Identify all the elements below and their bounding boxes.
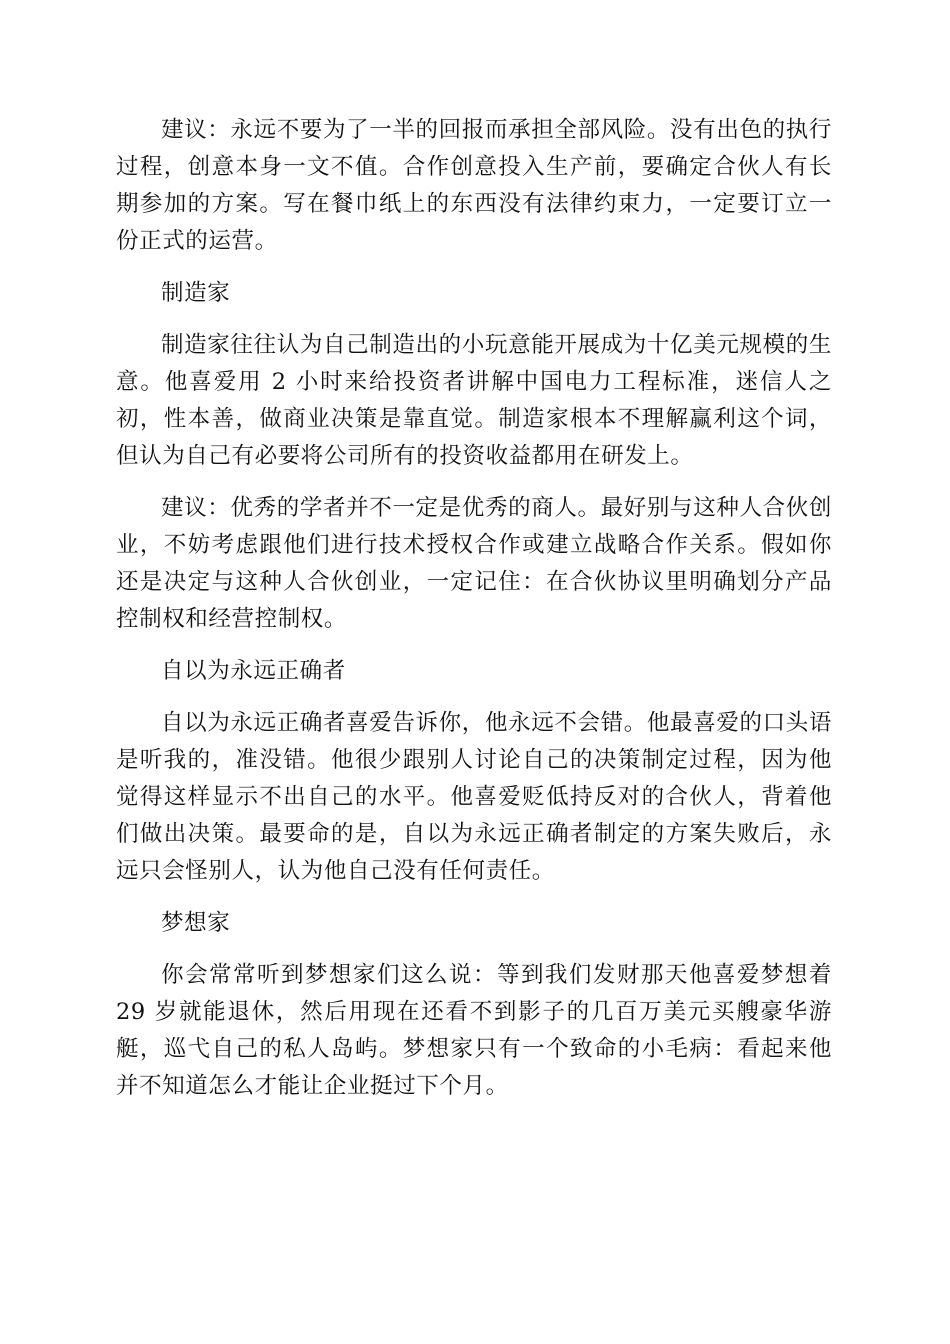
paragraph-maker-description: 制造家往往认为自己制造出的小玩意能开展成为十亿美元规模的生意。他喜爱用 2 小时来给投资者讲解中国电力工程标准，迷信人之初，性本善，做商业决策是靠直觉。制造家根本不理解赢利这个词，但认为自己有必要将公司所有的投资收益都用在研发上。 <box>116 332 832 469</box>
section-heading-maker: 制造家 <box>161 280 231 306</box>
paragraph-maker-advice: 建议：优秀的学者并不一定是优秀的商人。最好别与这种人合伙创业，不妨考虑跟他们进行技术授权合作或建立战略合作关系。假如你还是决定与这种人合伙创业，一定记住：在合伙协议里明确划分产品控制权和经营控制权。 <box>116 495 832 632</box>
paragraph-advice-risk: 建议：永远不要为了一半的回报而承担全部风险。没有出色的执行过程，创意本身一文不值。合作创意投入生产前，要确定合伙人有长期参加的方案。写在餐巾纸上的东西没有法律约束力，一定要订立一份正式的运营。 <box>116 117 832 254</box>
paragraph-always-right-description: 自以为永远正确者喜爱告诉你，他永远不会错。他最喜爱的口头语是听我的，准没错。他很少跟别人讨论自己的决策制定过程，因为他觉得这样显示不出自己的水平。他喜爱贬低持反对的合伙人，背着他们做出决策。最要命的是，自以为永远正确者制定的方案失败后，永远只会怪别人，认为他自己没有任何责任。 <box>116 710 832 884</box>
paragraph-dreamer-description: 你会常常听到梦想家们这么说：等到我们发财那天他喜爱梦想着 29 岁就能退休，然后用现在还看不到影子的几百万美元买艘豪华游艇，巡弋自己的私人岛屿。梦想家只有一个致命的小毛病：看起来他并不知道怎么才能让企业挺过下个月。 <box>116 962 832 1099</box>
document-page <box>116 112 832 1120</box>
section-heading-always-right: 自以为永远正确者 <box>161 658 346 684</box>
section-heading-dreamer: 梦想家 <box>161 910 231 936</box>
